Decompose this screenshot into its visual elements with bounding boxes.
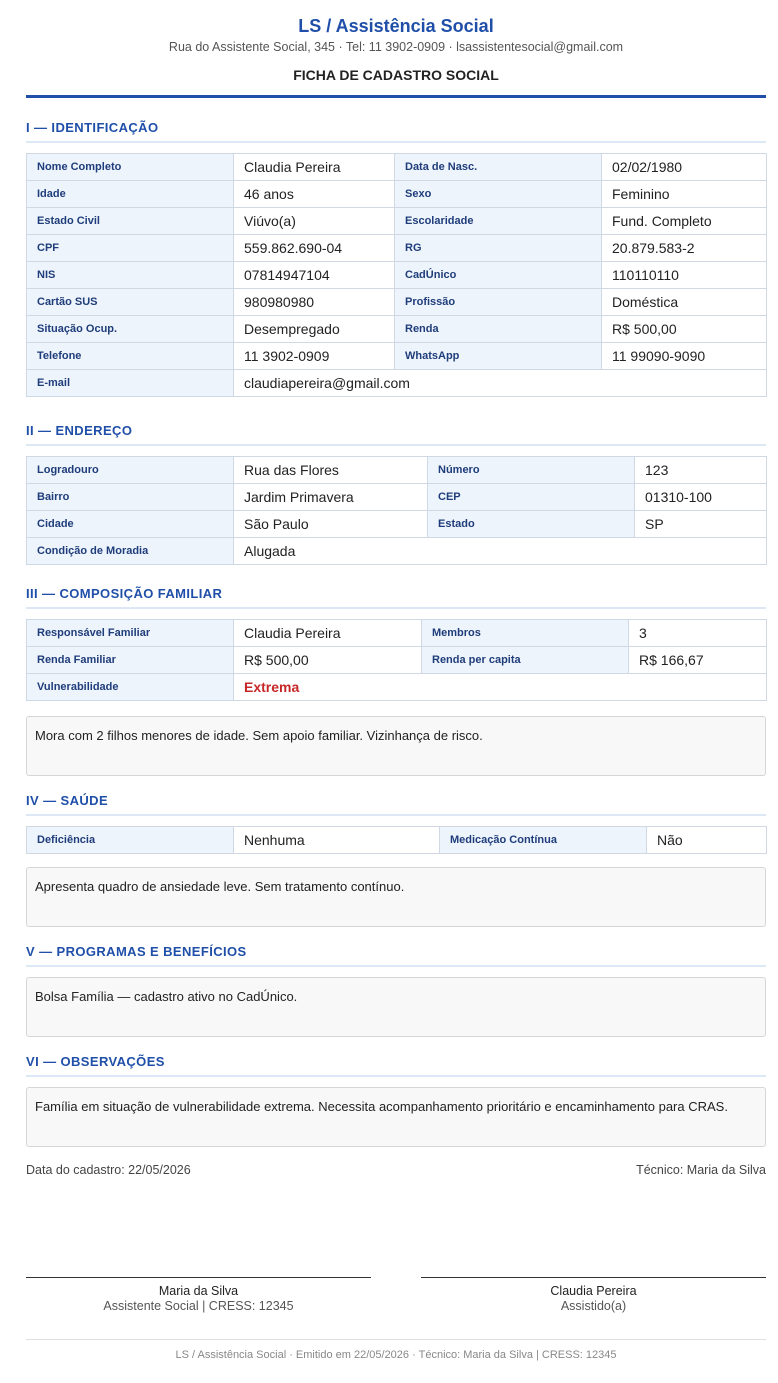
field-value: Nenhuma (234, 827, 440, 854)
field-value: R$ 500,00 (602, 316, 767, 343)
field-value: R$ 166,67 (629, 647, 767, 674)
document-footer: LS / Assistência Social · Emitido em 22/05/2026 · Técnico: Maria da Silva | CRESS: 12345 (175, 1349, 617, 1361)
header-divider (26, 95, 766, 98)
table-row (27, 457, 767, 484)
field-value: São Paulo (234, 511, 428, 538)
field-label: Bairro (27, 484, 234, 511)
field-value: 3 (629, 620, 767, 647)
registration-date: Data do cadastro: 22/05/2026 (26, 1163, 191, 1177)
table-row (27, 511, 767, 538)
section-title-programas: V — PROGRAMAS E BENEFÍCIOS (26, 944, 766, 967)
table-row (27, 343, 767, 370)
field-label: E-mail (27, 370, 234, 397)
section-title-endereco: II — ENDEREÇO (26, 423, 766, 446)
field-value: Jardim Primavera (234, 484, 428, 511)
field-value: Desempregado (234, 316, 395, 343)
signature-role: Assistido(a) (560, 1299, 627, 1313)
identificacao-table (26, 153, 767, 397)
table-row (27, 370, 767, 397)
field-label: Condição de Moradia (27, 538, 234, 565)
endereco-table (26, 456, 767, 565)
field-label: Data de Nasc. (395, 154, 602, 181)
field-label: Sexo (395, 181, 602, 208)
field-value: 01310-100 (635, 484, 767, 511)
programas-note: Bolsa Família — cadastro ativo no CadÚnico. (26, 977, 766, 1037)
field-value: 46 anos (234, 181, 395, 208)
field-value: Fund. Completo (602, 208, 767, 235)
field-label: Número (428, 457, 635, 484)
table-row (27, 208, 767, 235)
footer-divider (26, 1339, 766, 1340)
field-value: Claudia Pereira (234, 154, 395, 181)
field-value: Viúvo(a) (234, 208, 395, 235)
table-row (27, 620, 767, 647)
field-value: 02/02/1980 (602, 154, 767, 181)
section-title-observacoes: VI — OBSERVAÇÕES (26, 1054, 766, 1077)
org-title: LS / Assistência Social (298, 16, 494, 36)
field-value: 07814947104 (234, 262, 395, 289)
field-value: 559.862.690-04 (234, 235, 395, 262)
field-label: Medicação Contínua (440, 827, 647, 854)
field-value: Feminino (602, 181, 767, 208)
signature-role: Assistente Social | CRESS: 12345 (103, 1299, 294, 1313)
field-label: Cidade (27, 511, 234, 538)
field-label: Renda (395, 316, 602, 343)
table-row (27, 647, 767, 674)
table-row (27, 154, 767, 181)
technician-name: Técnico: Maria da Silva (636, 1163, 766, 1177)
table-row (27, 235, 767, 262)
field-label: Telefone (27, 343, 234, 370)
table-row (27, 316, 767, 343)
signature-assisted (421, 1277, 766, 1314)
section-title-familia: III — COMPOSIÇÃO FAMILIAR (26, 586, 766, 609)
field-value: Alugada (234, 538, 767, 565)
saude-table (26, 826, 767, 854)
field-label: CEP (428, 484, 635, 511)
document-header (26, 15, 766, 84)
vulnerability-level: Extrema (244, 679, 300, 695)
field-label: Vulnerabilidade (27, 674, 234, 701)
field-value: 123 (635, 457, 767, 484)
field-label: Renda Familiar (27, 647, 234, 674)
signature-name: Claudia Pereira (550, 1284, 637, 1298)
field-label: Idade (27, 181, 234, 208)
signature-name: Maria da Silva (158, 1284, 239, 1298)
field-label: Cartão SUS (27, 289, 234, 316)
section-title-identificacao: I — IDENTIFICAÇÃO (26, 120, 766, 143)
field-label: Nome Completo (27, 154, 234, 181)
table-row (27, 674, 767, 701)
field-label: Profissão (395, 289, 602, 316)
table-row (27, 289, 767, 316)
field-label: WhatsApp (395, 343, 602, 370)
field-value: Rua das Flores (234, 457, 428, 484)
familia-table (26, 619, 767, 701)
field-value: 20.879.583-2 (602, 235, 767, 262)
observacoes-note: Família em situação de vulnerabilidade extrema. Necessita acompanhamento prioritário e encaminhamento para CRAS. (26, 1087, 766, 1147)
field-value: claudiapereira@gmail.com (234, 370, 767, 397)
signature-social-worker (26, 1277, 371, 1314)
field-value: 110110110 (602, 262, 767, 289)
field-value: Claudia Pereira (234, 620, 422, 647)
field-label: Renda per capita (422, 647, 629, 674)
field-value: 11 99090-9090 (602, 343, 767, 370)
field-label: Situação Ocup. (27, 316, 234, 343)
field-label: Membros (422, 620, 629, 647)
field-label: Deficiência (27, 827, 234, 854)
saude-note: Apresenta quadro de ansiedade leve. Sem tratamento contínuo. (26, 867, 766, 927)
field-value: 980980980 (234, 289, 395, 316)
field-value: SP (635, 511, 767, 538)
table-row (27, 484, 767, 511)
table-row (27, 181, 767, 208)
field-label: Responsável Familiar (27, 620, 234, 647)
field-value: Não (647, 827, 767, 854)
familia-note: Mora com 2 filhos menores de idade. Sem apoio familiar. Vizinhança de risco. (26, 716, 766, 776)
table-row (27, 262, 767, 289)
field-value: 11 3902-0909 (234, 343, 395, 370)
table-row (27, 538, 767, 565)
field-value: Doméstica (602, 289, 767, 316)
field-label: Logradouro (27, 457, 234, 484)
field-label: Estado (428, 511, 635, 538)
field-label: CPF (27, 235, 234, 262)
table-row (27, 827, 767, 854)
org-address: Rua do Assistente Social, 345 · Tel: 11 3902-0909 · lsassistentesocial@gmail.com (168, 40, 624, 54)
field-label: Escolaridade (395, 208, 602, 235)
field-label: CadÚnico (395, 262, 602, 289)
section-title-saude: IV — SAÚDE (26, 793, 766, 816)
field-label: RG (395, 235, 602, 262)
field-value (234, 674, 767, 701)
field-label: Estado Civil (27, 208, 234, 235)
document-title: FICHA DE CADASTRO SOCIAL (293, 67, 499, 83)
field-value: R$ 500,00 (234, 647, 422, 674)
field-label: NIS (27, 262, 234, 289)
